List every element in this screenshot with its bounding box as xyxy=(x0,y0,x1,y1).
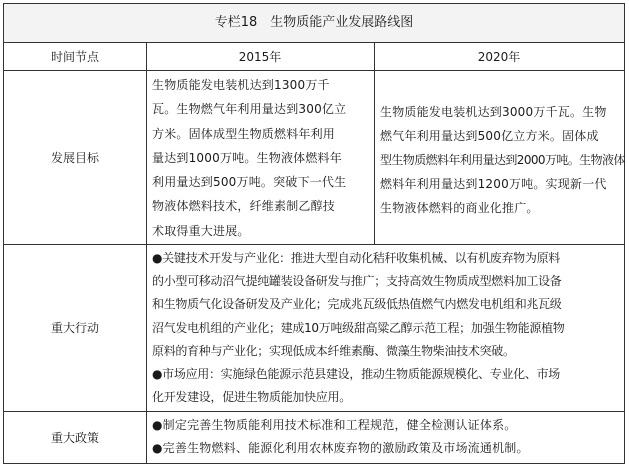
row-label-policy: 重大政策 xyxy=(50,430,99,445)
goals-2020-line: 生物质能发电装机达到3000万千瓦。生物 xyxy=(380,105,607,119)
row-label-actions: 重大行动 xyxy=(50,321,99,335)
actions-line: 和生物质气化设备研发及产业化；完成兆瓦级低热值燃气内燃发电机组和兆瓦级 xyxy=(152,297,562,312)
goals-2020-line: 燃料年利用量达到1200万吨。实现新一代 xyxy=(380,177,607,191)
policy-line: ●制定完善生物质能利用技术标准和工程规范，健全检测认证体系。 xyxy=(152,418,517,432)
goals-2015-text xyxy=(146,70,374,244)
goals-2015-line: 物液体燃料技术，纤维素制乙醇技 xyxy=(152,199,336,214)
goals-2020-text xyxy=(374,70,624,244)
actions-line: 的小型可移动沼气提纯罐装设备研发与推广；支持高效生物质成型燃料加工设备 xyxy=(152,274,562,289)
policy-text xyxy=(146,411,624,463)
actions-line: ●关键技术开发与产业化：推进大型自动化秸秆收集机械、以有机废弃物为原料 xyxy=(152,251,560,265)
goals-2015-line: 瓦。生物燃气年利用量达到300亿立 xyxy=(152,102,347,117)
header-time-node: 时间节点 xyxy=(50,49,99,64)
roadmap-table xyxy=(3,3,625,464)
header-2015: 2015年 xyxy=(238,49,282,64)
goals-2015-line: 量达到1000万吨。生物液体燃料年 xyxy=(152,150,342,165)
actions-line: ●市场应用：实施绿色能源示范县建设，推动生物质能源规模化、专业化、市场 xyxy=(152,367,560,382)
table-title: 专栏18 生物质能产业发展路线图 xyxy=(4,4,624,43)
goals-2020-line: 型生物质燃料年利用量达到2000万吨。生物液体 xyxy=(380,153,625,167)
header-2020: 2020年 xyxy=(477,49,521,64)
actions-line: 沼气发电机组的产业化；建成10万吨级甜高粱乙醇示范工程；加强生物能源植物 xyxy=(152,320,565,335)
actions-line: 原料的育种与产业化；实现低成本纤维素酶、微藻生物柴油技术突破。 xyxy=(152,343,515,358)
actions-line: 化开发建设，促进生物质能加快应用。 xyxy=(152,390,351,405)
goals-2015-line: 术取得重大进展。 xyxy=(152,223,250,238)
goals-2015-line: 生物质能发电装机达到1300万千 xyxy=(152,78,330,92)
actions-text xyxy=(146,244,624,411)
row-label-goals: 发展目标 xyxy=(50,150,99,165)
goals-2015-line: 方米。固体成型生物质燃料年利用 xyxy=(152,126,336,141)
goals-2020-line: 燃气年利用量达到500亿立方米。固体成 xyxy=(380,129,599,143)
policy-line: ●完善生物燃料、能源化利用农林废弃物的激励政策及市场流通机制。 xyxy=(152,441,529,455)
goals-2015-line: 利用量达到500万吨。突破下一代生 xyxy=(152,175,347,190)
goals-2020-line: 生物液体燃料的商业化推广。 xyxy=(380,201,539,215)
